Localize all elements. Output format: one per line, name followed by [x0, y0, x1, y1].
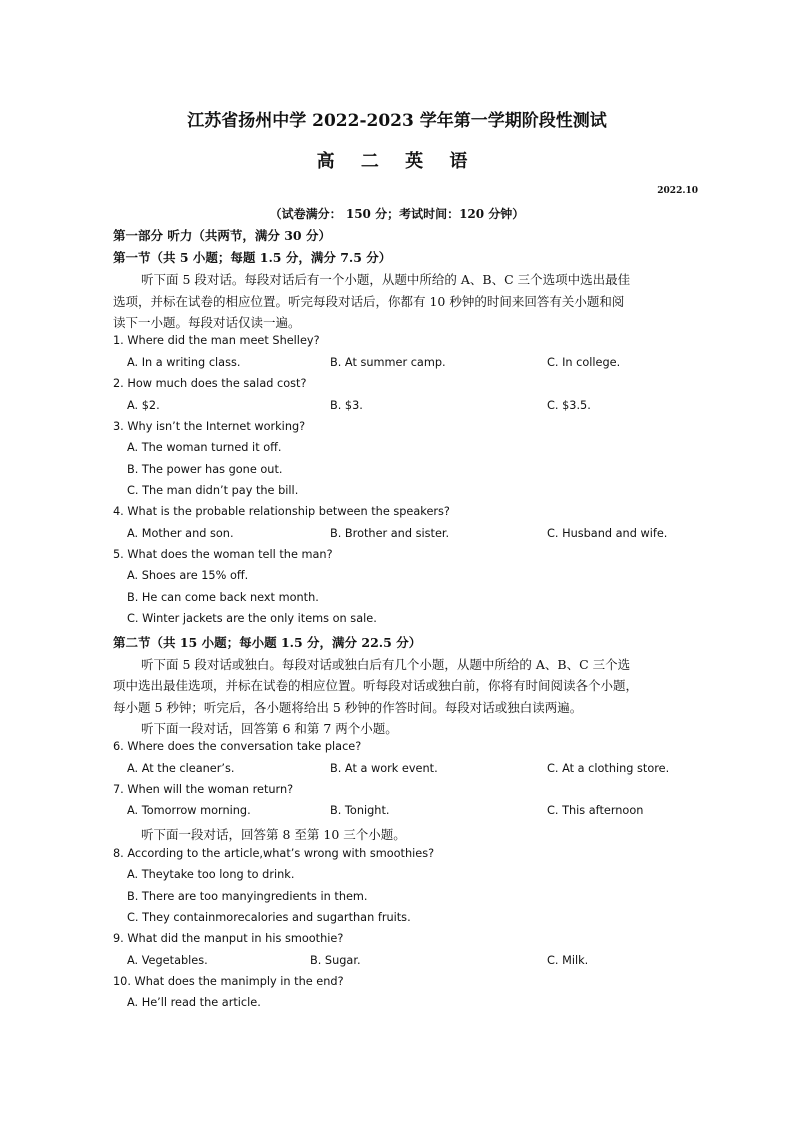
dialogue-note: 听下面一段对话，回答第 6 和第 7 两个小题。	[141, 721, 398, 736]
question-stem: 10. What does the manimply in the end?	[113, 975, 344, 988]
option-b: B. He can come back next month.	[127, 591, 319, 604]
option-a: A. At the cleaner’s.	[127, 762, 235, 775]
question-stem: 4. What is the probable relationship between the speakers?	[113, 505, 450, 518]
option-c: C. At a clothing store.	[547, 762, 670, 775]
section1-instruction-line: 选项，并标在试卷的相应位置。听完每段对话后，你都有 10 秒钟的时间来回答有关小题和阅	[113, 294, 625, 309]
option-a: A. The woman turned it off.	[127, 441, 282, 454]
exam-date: 2022.10	[657, 186, 698, 196]
option-c: C. Winter jackets are the only items on sale.	[127, 612, 377, 625]
question-stem: 9. What did the manput in his smoothie?	[113, 932, 344, 945]
option-b: B. The power has gone out.	[127, 463, 283, 476]
question-stem: 5. What does the woman tell the man?	[113, 548, 333, 561]
option-b: B. There are too manyingredients in them.	[127, 890, 368, 903]
question-stem: 8. According to the article,what’s wrong with smoothies?	[113, 847, 435, 860]
option-c: C. This afternoon	[547, 804, 644, 817]
option-a: A. Theytake too long to drink.	[127, 868, 295, 881]
option-c: C. In college.	[547, 356, 621, 369]
option-c: C. Milk.	[547, 954, 589, 967]
option-b: B. At a work event.	[330, 762, 438, 775]
question-stem: 7. When will the woman return?	[113, 783, 294, 796]
option-a: A. Shoes are 15% off.	[127, 569, 249, 582]
question-stem: 2. How much does the salad cost?	[113, 377, 307, 390]
question-stem: 3. Why isn’t the Internet working?	[113, 420, 306, 433]
option-a: A. In a writing class.	[127, 356, 241, 369]
option-a: A. He’ll read the article.	[127, 996, 261, 1009]
section2-heading: 第二节（共 15 小题；每小题 1.5 分，满分 22.5 分）	[113, 635, 422, 650]
option-c: C. Husband and wife.	[547, 527, 668, 540]
option-a: A. Vegetables.	[127, 954, 208, 967]
part1-heading: 第一部分 听力（共两节，满分 30 分）	[113, 228, 331, 243]
section2-instruction-line: 听下面 5 段对话或独白。每段对话或独白后有几个小题，从题中所给的 A、B、C 三个选	[141, 657, 631, 672]
section1-instruction-line: 听下面 5 段对话。每段对话后有一个小题，从题中所给的 A、B、C 三个选项中选出最佳	[141, 272, 631, 287]
option-b: B. $3.	[330, 399, 363, 412]
option-c: C. The man didn’t pay the bill.	[127, 484, 299, 497]
option-c: C. They containmorecalories and sugarthan fruits.	[127, 911, 411, 924]
section1-heading: 第一节（共 5 小题；每题 1.5 分，满分 7.5 分）	[113, 250, 392, 265]
section2-instruction-line: 每小题 5 秒钟；听完后，各小题将给出 5 秒钟的作答时间。每段对话或独白读两遍。	[113, 700, 583, 715]
section1-instruction-line: 读下一小题。每段对话仅读一遍。	[113, 315, 301, 330]
option-b: B. Sugar.	[310, 954, 361, 967]
dialogue-note: 听下面一段对话，回答第 8 至第 10 三个小题。	[141, 827, 406, 842]
question-stem: 1. Where did the man meet Shelley?	[113, 334, 320, 347]
option-a: A. $2.	[127, 399, 160, 412]
option-b: B. At summer camp.	[330, 356, 446, 369]
option-b: B. Tonight.	[330, 804, 390, 817]
option-a: A. Mother and son.	[127, 527, 234, 540]
question-stem: 6. Where does the conversation take place?	[113, 740, 362, 753]
option-c: C. $3.5.	[547, 399, 591, 412]
exam-title: 江苏省扬州中学 2022-2023 学年第一学期阶段性测试	[187, 111, 607, 131]
subject-title: 高 二 英 语	[316, 151, 478, 172]
section2-instruction-line: 项中选出最佳选项，并标在试卷的相应位置。听每段对话或独白前，你将有时间阅读各个小题，	[113, 678, 639, 693]
option-a: A. Tomorrow morning.	[127, 804, 251, 817]
exam-info: （试卷满分： 150 分；考试时间：120 分钟）	[269, 207, 525, 221]
option-b: B. Brother and sister.	[330, 527, 450, 540]
